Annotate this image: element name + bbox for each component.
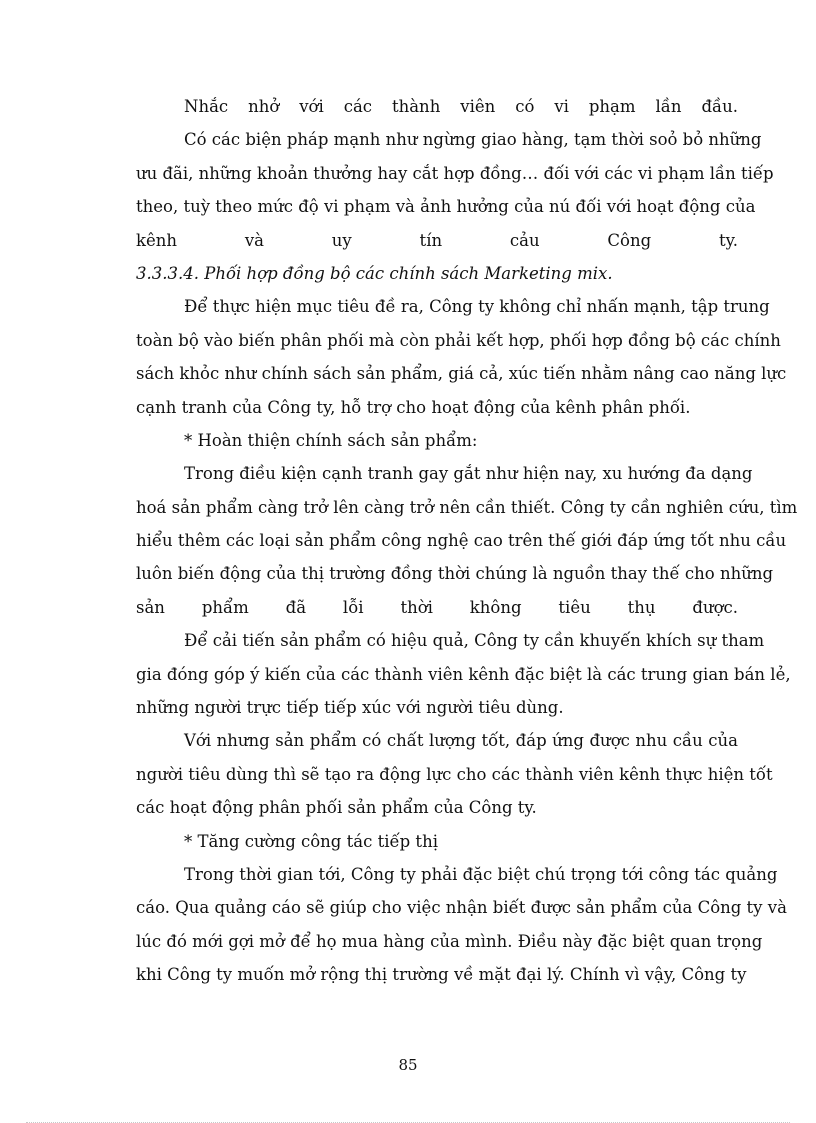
- text-line: * Hoàn thiện chính sách sản phẩm:: [184, 430, 478, 450]
- section-heading: 3.3.3.4. Phối hợp đồng bộ các chính sách Marketing mix.: [136, 263, 613, 283]
- text-line: những người trực tiếp tiếp xúc với người tiêu dùng.: [136, 698, 564, 718]
- text-line: Trong thời gian tới, Công ty phải đặc biệt chú trọng tới công tác quảng: [184, 864, 778, 884]
- text-line: Để cải tiến sản phẩm có hiệu quả, Công ty cần khuyến khích sự tham: [184, 631, 765, 651]
- text-line: sách khỏc như chính sách sản phẩm, giá cả, xúc tiến nhằm nâng cao năng lực: [136, 364, 787, 384]
- text-line: các hoạt động phân phối sản phẩm của Công ty.: [136, 798, 537, 818]
- text-line: Với nhưng sản phẩm có chất lượng tốt, đáp ứng được nhu cầu của: [184, 731, 738, 751]
- text-line: khi Công ty muốn mở rộng thị trường về mặt đại lý. Chính vì vậy, Công ty: [136, 965, 747, 985]
- text-line: * Tăng cường công tác tiếp thị: [184, 831, 438, 851]
- text-line: kênh và uy tín cảu Công ty.: [136, 230, 738, 250]
- text-line: ưu đãi, những khoản thưởng hay cắt hợp đồng… đối với các vi phạm lần tiếp: [136, 163, 774, 183]
- text-line: luôn biến động của thị trường đồng thời chúng là nguồn thay thế cho những: [136, 564, 774, 584]
- text-line: cáo. Qua quảng cáo sẽ giúp cho việc nhận biết được sản phẩm của Công ty và: [136, 898, 787, 918]
- text-line: người tiêu dùng thì sẽ tạo ra động lực cho các thành viên kênh thực hiện tốt: [136, 764, 773, 784]
- body-text: [136, 90, 798, 992]
- text-line: Nhắc nhở với các thành viên có vi phạm lần đầu.: [184, 97, 738, 116]
- text-line: Trong điều kiện cạnh tranh gay gắt như hiện nay, xu hướng đa dạng: [184, 464, 753, 484]
- page-number: 85: [398, 1056, 418, 1074]
- text-line: sản phẩm đã lỗi thời không tiêu thụ được.: [136, 597, 738, 617]
- text-line: Để thực hiện mục tiêu đề ra, Công ty không chỉ nhấn mạnh, tập trung: [184, 297, 770, 317]
- text-line: toàn bộ vào biến phân phối mà còn phải kết hợp, phối hợp đồng bộ các chính: [136, 330, 781, 350]
- text-line: cạnh tranh của Công ty, hỗ trợ cho hoạt động của kênh phân phối.: [136, 397, 691, 417]
- text-line: gia đóng góp ý kiến của các thành viên kênh đặc biệt là các trung gian bán lẻ,: [136, 664, 791, 684]
- text-line: lúc đó mới gợi mở để họ mua hàng của mình. Điều này đặc biệt quan trọng: [136, 931, 763, 951]
- text-line: theo, tuỳ theo mức độ vi phạm và ảnh hưởng của nú đối với hoạt động của: [136, 197, 756, 217]
- text-line: Có các biện pháp mạnh như ngừng giao hàng, tạm thời soỏ bỏ những: [184, 130, 762, 150]
- text-line: hiểu thêm các loại sản phẩm công nghệ cao trên thế giới đáp ứng tốt nhu cầu: [136, 531, 787, 551]
- text-line: hoá sản phẩm càng trở lên càng trở nên cần thiết. Công ty cần nghiên cứu, tìm: [136, 497, 798, 517]
